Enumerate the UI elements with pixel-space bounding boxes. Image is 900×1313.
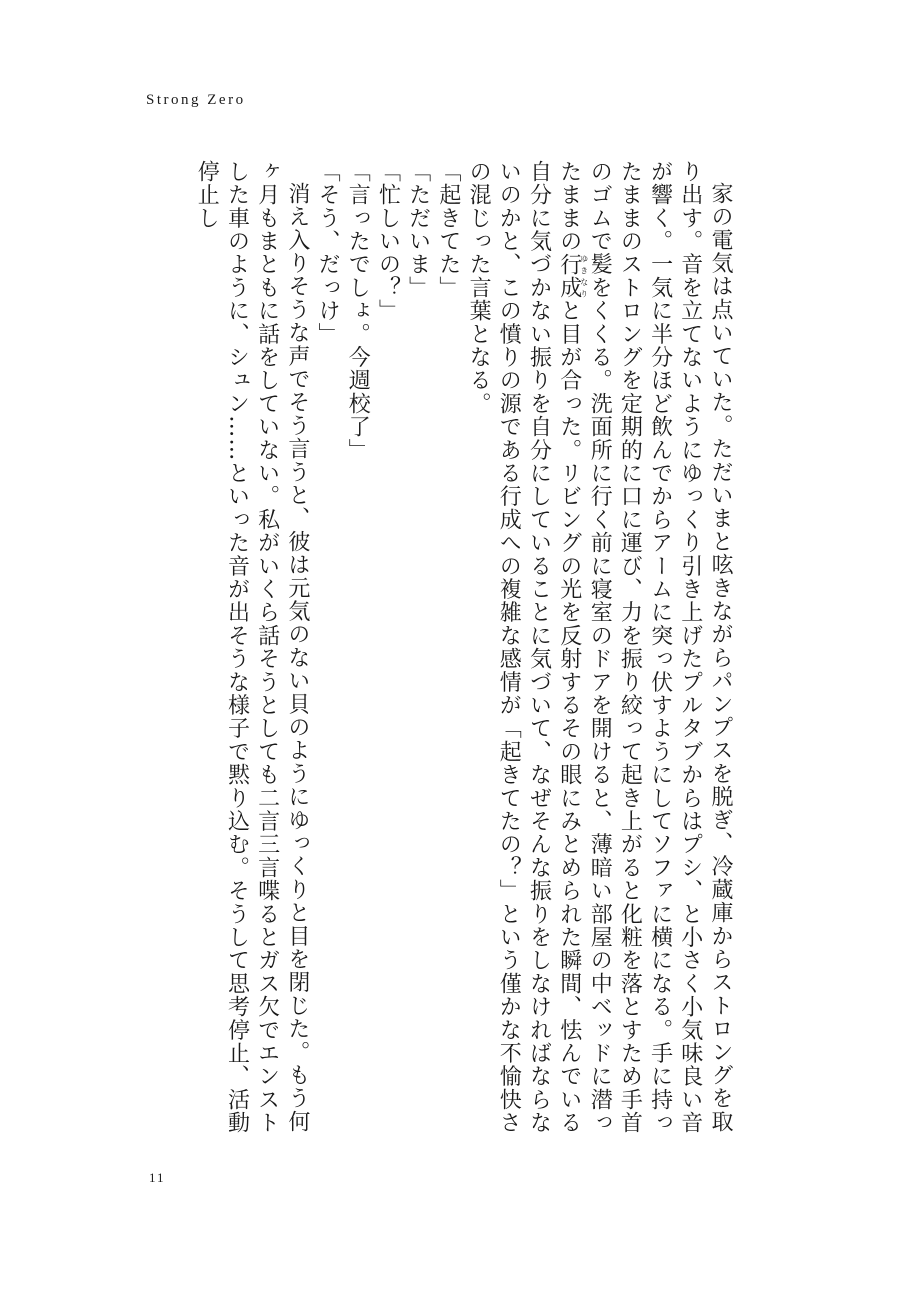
paragraph-2: 消え入りそうな声でそう言うと、彼は元気のない貝のようにゆっくりと目を閉じた。もう何ヶ月もまともに話をしていない。私がいくら話そうとしても二言三言喋るとガス欠でエンストした車のように、シュン……といった音が出そうな様子で黙り込む。そうして思考停止、活動停止し [194, 160, 310, 1135]
ruby-nari: 成なり [556, 276, 589, 300]
paragraph-1 [463, 160, 735, 1135]
paragraph-1-text: 家の電気は点いていた。ただいまと呟きながらパンプスを脱ぎ、冷蔵庫からストロングを取り出す。音を立てないようにゆっくり引き上げたプルタブからはプシ、と小さく小気味良い音が響く。一気に半分ほど飲んでからアームに突っ伏すようにしてソファに横になる。手に持ったままのストロングを定期的に口に運び、力を振り絞って起き上がると化粧を落とすため手首のゴムで髪をくくる。洗面所に行く前に寝室のドアを開けると、薄暗い部屋の中ベッドに潜ったままの [556, 160, 733, 1135]
dialogue-line: 「言ったでしょ。今週校了」 [345, 160, 371, 462]
paragraph-1-text-cont: と目が合った。リビングの光を反射するその眼にみとめられた瞬間、怯んでいる自分に気づかない振りを自分にしていることに気づいて、なぜそんな振りをしなければならないのかと、この憤りの源である行成への複雑な感情が「起きてたの？」という僅かな不愉快さの混じった言葉となる。 [466, 160, 582, 1135]
dialogue-line: 「ただいま」 [405, 160, 431, 300]
dialogue-line: 「そう、だっけ」 [315, 160, 341, 346]
dialogue-line: 「忙しいの？」 [375, 160, 401, 323]
body-text [110, 160, 735, 1135]
dialogue-line: 「起きてた」 [435, 160, 461, 300]
ruby-yuki: 行ゆき [556, 252, 589, 277]
running-head: Strong Zero [146, 92, 246, 108]
page-number: 11 [149, 1170, 166, 1185]
